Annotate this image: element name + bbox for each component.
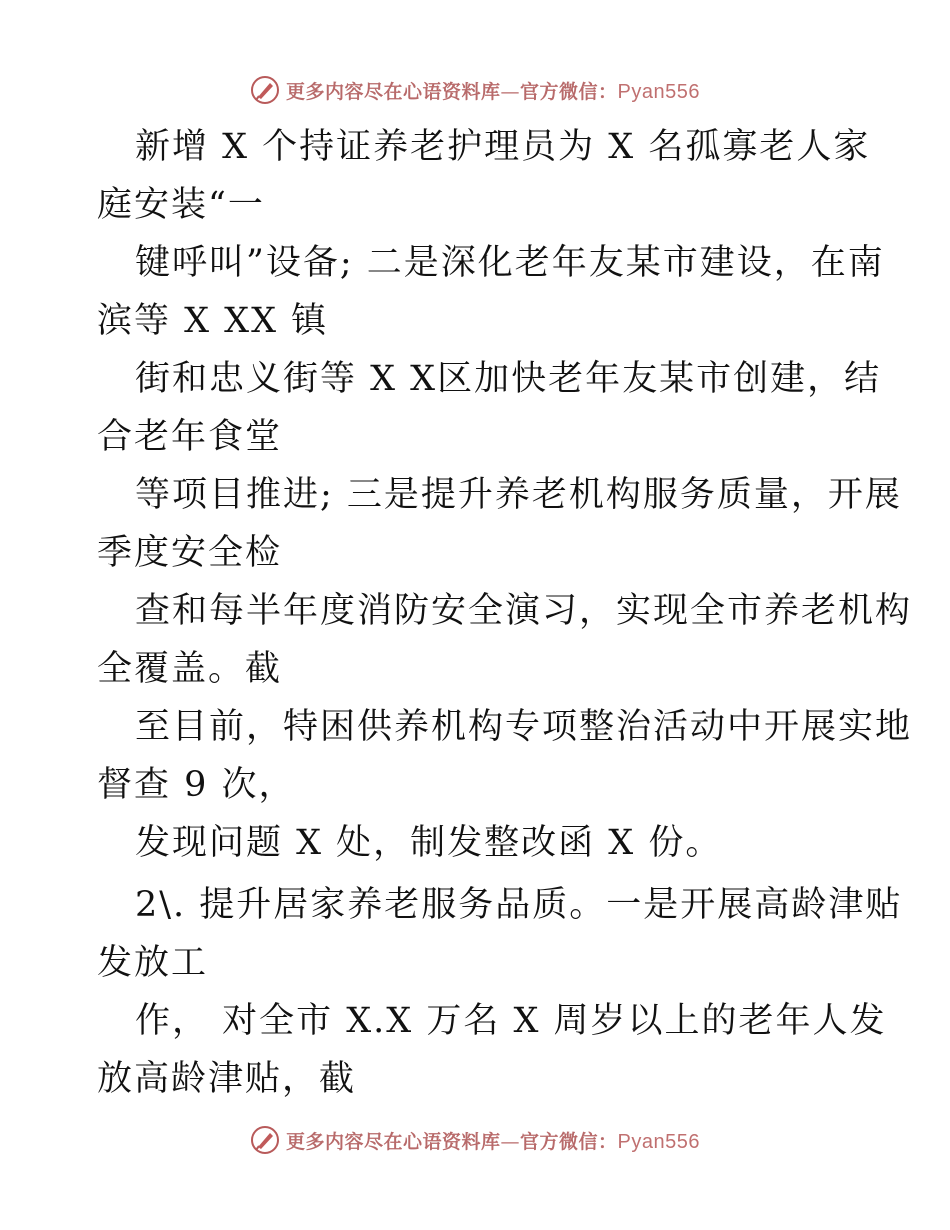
quill-logo-icon [250, 1125, 280, 1155]
body-line: 至目前，特困供养机构专项整治活动中开展实地 [135, 707, 913, 747]
body-line: 督查 9 次， [97, 765, 296, 805]
body-line: 发放工 [97, 943, 209, 983]
body-line: 街和忠义街等 X X区加快老年友某市创建，结 [135, 359, 882, 399]
header-separator: — [500, 80, 521, 103]
body-line: 放高龄津贴，截 [97, 1059, 357, 1099]
body-line: 新增 X 个持证养老护理员为 X 名孤寡老人家 [135, 127, 871, 167]
body-line: 等项目推进; 三是提升养老机构服务质量，开展 [135, 475, 902, 515]
footer-wechat-label: 官方微信： [520, 1130, 618, 1153]
header-banner [0, 70, 950, 110]
body-line: 全覆盖。截 [97, 649, 283, 689]
body-line: 键呼叫”设备; 二是深化老年友某市建设，在南 [135, 243, 885, 283]
body-line: 庭安装“一 [97, 185, 265, 225]
body-line: 季度安全检 [97, 533, 283, 573]
quill-logo-icon [250, 75, 280, 105]
footer-site-name: 更多内容尽在心语资料库 [286, 1130, 501, 1153]
footer-separator: — [500, 1130, 521, 1153]
body-line: 作， 对全市 X.X 万名 X 周岁以上的老年人发 [135, 1001, 887, 1041]
footer-banner-text [286, 1127, 700, 1154]
footer-wechat-handle: Pyan556 [617, 1130, 700, 1153]
header-wechat-label: 官方微信： [520, 80, 618, 103]
body-line: 查和每半年度消防安全演习，实现全市养老机构 [135, 591, 913, 631]
body-line: 合老年食堂 [97, 417, 283, 457]
header-banner-text [286, 77, 700, 104]
body-line: 2\. 提升居家养老服务品质。一是开展高龄津贴 [135, 885, 903, 925]
body-line: 滨等 X XX 镇 [97, 301, 329, 341]
body-line: 发现问题 X 处，制发整改函 X 份。 [135, 823, 723, 863]
footer-banner [0, 1120, 950, 1160]
header-site-name: 更多内容尽在心语资料库 [286, 80, 501, 103]
header-wechat-handle: Pyan556 [617, 80, 700, 103]
